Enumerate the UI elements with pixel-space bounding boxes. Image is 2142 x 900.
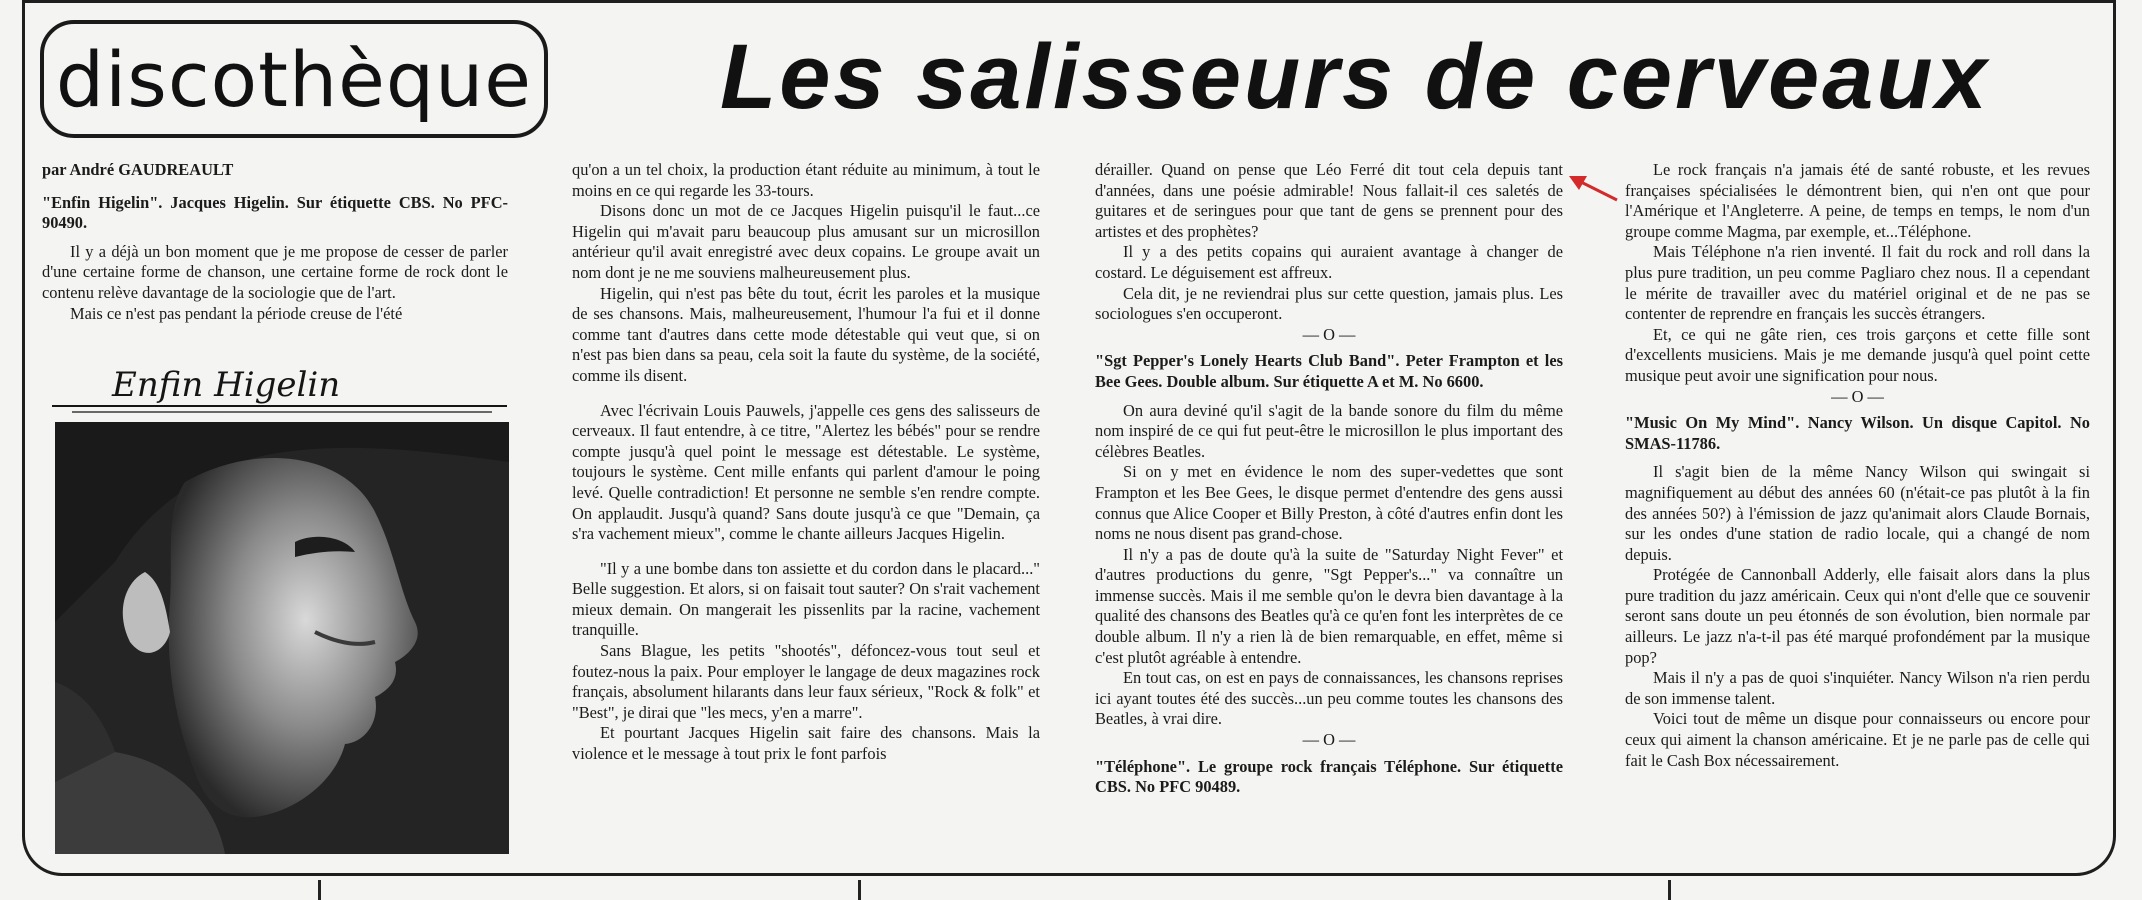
signature-text: Enfin Higelin [112,365,341,405]
column-4 [1625,160,2090,771]
paragraph: Il s'agit bien de la même Nancy Wilson qui swingait si magnifiquement au début des années 60 (n'était-ce pas plutôt à la fin des années 50?) à l'émission de jazz qu'animait alors Claude Bornais, sur les ondes d'une station de radio locale, qui a changé de nom depuis. [1625,462,2090,564]
paragraph: Il y a déjà un bon moment que je me propose de cesser de parler d'une certaine forme de chanson, une certaine forme de rock dont le contenu relève davantage de la sociologie que de l'art. [42,241,508,302]
column-1 [42,160,508,324]
paragraph: Il n'y a pas de doute qu'à la suite de "Saturday Night Fever" et d'autres productions du genre, "Sgt Pepper's..." va connaître un immense succès. Mais il me semble qu'on le devra bien davantage à la qualité des chansons des Beatles qu'à ce qu'en font les interprètes de ce double album. Il n'y a rien là de bien remarquable, en effet, même si c'est plutôt agréable à entendre. [1095,544,1563,667]
section-separator: — O — [1831,386,1884,406]
paragraph: dérailler. Quand on pense que Léo Ferré dit tout cela depuis tant d'années, dans une poésie admirable! Nous fallait-il ces saletés de guitares et de seringues pour que tant de gens se prennent pour des artistes et des prophètes? [1095,160,1563,241]
signature-enfin-higelin [52,362,507,418]
section-separator: — O — [1302,324,1356,344]
paragraph: Avec l'écrivain Louis Pauwels, j'appelle ces gens des salisseurs de cerveaux. Il faut entendre, à ce titre, "Alertez les bébés" pour se rendre compte jusqu'à quel point le message est détestable. Le système, toujours le système. Cent mille enfants qui parlent d'amour le poing levé. Quelle contradiction! Et personne ne semble s'en rendre compte. On applaudit. Jusqu'à quand? Sans doute jusqu'à ce que "Demain, ça s'ra vachement mieux", comme le chante ailleurs Jacques Higelin. [572,400,1040,544]
paragraph: Cela dit, je ne reviendrai plus sur cette question, jamais plus. Les sociologues s'en occuperont. [1095,283,1563,324]
paragraph: Protégée de Cannonball Adderly, elle faisait alors dans la plus pure tradition du jazz américain. Ceux qui n'ont d'elle que ce souvenir seront sans doute un peu étonnés de son évolution, bien normale par ailleurs. Le jazz n'a-t-il pas été marqué profondément par la musique pop? [1625,565,2090,667]
paragraph: En tout cas, on est en pays de connaissances, les chansons reprises ici ayant toutes été des succès...un peu comme toutes les chansons des Beatles, à vrai dire. [1095,668,1563,729]
paragraph: Higelin, qui n'est pas bête du tout, écrit les paroles et la musique de ses chansons. Mais, malheureusement, l'humour l'a fui et il donne comme tant d'autres dans cette mode détestable qui veut que, si on n'est pas bien dans sa peau, cela soit la faute du système, de la société, comme ils disent. [572,283,1040,385]
paragraph: Voici tout de même un disque pour connaisseurs ou encore pour ceux qui aiment la chanson américaine. Et je ne parle pas de celle qui fait le Cash Box nécessairement. [1625,709,2090,770]
section-title-badge: discothèque [40,20,548,138]
column-tick-mark [1668,880,1671,900]
album-heading-higelin: "Enfin Higelin". Jacques Higelin. Sur étiquette CBS. No PFC-90490. [42,192,508,233]
paragraph: "Il y a une bombe dans ton assiette et du cordon dans le placard..." Belle suggestion. Et alors, si on faisait tout sauter? On s'rait vachement mieux demain. On mangerait les pissenlits par la racine, vachement tranquille. [572,558,1040,640]
paragraph: Mais il n'y a pas de quoi s'inquiéter. Nancy Wilson n'a rien perdu de son immense talent. [1625,668,2090,708]
paragraph: Sans Blague, les petits "shootés", défoncez-vous tout seul et foutez-nous la paix. Pour employer le langage de deux magazines rock français, absolument hilarants dans leur faux sérieux, "Rock & folk" et "Best", je dirai que "les mecs, y'en a marre". [572,641,1040,722]
column-tick-mark [318,880,321,900]
column-tick-mark [858,880,861,900]
paragraph: Le rock français n'a jamais été de santé robuste, et les revues françaises spécialisées le démontrent bien, qui n'en ont que pour l'Amérique et l'Angleterre. A peine, de temps en temps, le nom d'un groupe comme Magma, par exemple, et...Téléphone. [1625,160,2090,241]
column-2 [572,160,1040,765]
album-heading-telephone: "Téléphone". Le groupe rock français Téléphone. Sur étiquette CBS. No PFC 90489. [1095,756,1563,797]
headline: Les salisseurs de cerveaux [720,26,1990,128]
album-heading-sgt-pepper: "Sgt Pepper's Lonely Hearts Club Band". Peter Frampton et les Bee Gees. Double album. Sur étiquette A et M. No 6600. [1095,351,1563,391]
paragraph: Il y a des petits copains qui auraient avantage à changer de costard. Le déguisement est affreux. [1095,242,1563,282]
album-heading-nancy-wilson: "Music On My Mind". Nancy Wilson. Un disque Capitol. No SMAS-11786. [1625,413,2090,453]
paragraph: Et, ce qui ne gâte rien, ces trois garçons et cette fille sont d'excellents musiciens. Mais je me demande jusqu'à quel point cette musique peut avoir une signification pour nous. [1625,324,2090,385]
paragraph: Mais Téléphone n'a rien inventé. Il fait du rock and roll dans la plus pure tradition, un peu comme Pagliaro chez nous. Il a cependant le mérite de travailler avec du matériel original et de ne pas se contenter de reprendre en français les succès étrangers. [1625,242,2090,324]
column-3 [1095,160,1563,806]
portrait-image [55,422,509,854]
paragraph: On aura deviné qu'il s'agit de la bande sonore du film du même nom inspiré de ce qui fut peut-être le microsillon le plus important des célèbres Beatles. [1095,400,1563,461]
red-annotation-arrow-icon [1565,170,1625,210]
section-separator: — O — [1302,730,1356,750]
paragraph: Mais ce n'est pas pendant la période creuse de l'été [70,303,403,323]
paragraph: Si on y met en évidence le nom des super-vedettes que sont Frampton et les Bee Gees, le disque permet d'entendre des gens aussi connus que Alice Cooper et Billy Preston, à côté d'autres enfin dont les noms ne nous disent pas grand-chose. [1095,462,1563,544]
portrait-photo [55,422,509,854]
paragraph: qu'on a un tel choix, la production étant réduite au minimum, à tout le moins en ce qui regarde les 33-tours. [572,160,1040,200]
byline: par André GAUDREAULT [42,160,234,179]
paragraph: Disons donc un mot de ce Jacques Higelin puisqu'il le faut...ce Higelin qui m'avait paru beaucoup plus amusant sur un microsillon antérieur qu'il avait enregistré avec deux copains. Le groupe avait un nom dont je ne me souviens malheureusement plus. [572,201,1040,282]
paragraph: Et pourtant Jacques Higelin sait faire des chansons. Mais la violence et le message à tout prix le font parfois [572,723,1040,764]
